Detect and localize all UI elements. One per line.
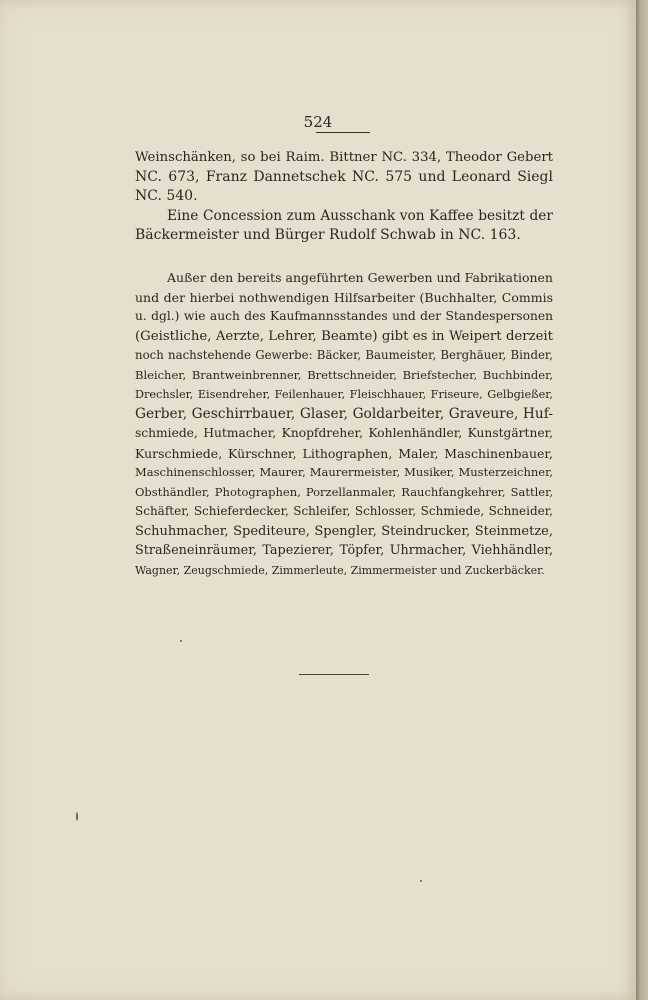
paragraph-kaffee-concession [135, 207, 553, 246]
text-line: Schäfter, Schieferdecker, Schleifer, Schlosser, Schmiede, Schneider, [135, 504, 553, 518]
text-line: Kurschmiede, Kürschner, Lithographen, Maler, Maschinenbauer, [135, 445, 553, 461]
paragraph-weinschaenken [135, 148, 553, 207]
text-line: Schuhmacher, Spediteure, Spengler, Steindrucker, Steinmetze, [135, 523, 553, 539]
text-line: Weinschänken, so bei Raim. Bittner NC. 334, Theodor Gebert [135, 150, 553, 165]
text-line: NC. 540. [135, 188, 198, 204]
section-divider [299, 674, 369, 675]
text-line: u. dgl.) wie auch des Kaufmannsstandes und der Standespersonen [135, 309, 553, 323]
text-line: (Geistliche, Aerzte, Lehrer, Beamte) gibt es in Weipert derzeit [135, 328, 553, 344]
paper-speck [180, 640, 182, 642]
text-line: schmiede, Hutmacher, Knopfdreher, Kohlenhändler, Kunstgärtner, [135, 426, 553, 440]
text-line: noch nachstehende Gewerbe: Bäcker, Baumeister, Berghäuer, Binder, [135, 348, 553, 362]
text-line: Eine Concession zum Ausschank von Kaffee besitzt der [167, 207, 553, 224]
page-number: 524 [303, 113, 333, 131]
text-block-gewerbe [135, 268, 553, 580]
text-line: Außer den bereits angeführten Gewerben und Fabrikationen [167, 270, 553, 285]
text-line: und der hierbei nothwendigen Hilfsarbeiter (Buchhalter, Commis [135, 289, 553, 305]
text-line: Obsthändler, Photographen, Porzellanmaler, Rauchfangkehrer, Sattler, [135, 484, 553, 499]
text-line: Bäckermeister und Bürger Rudolf Schwab in NC. 163. [135, 227, 521, 243]
text-line: Drechsler, Eisendreher, Feilenhauer, Fleischhauer, Friseure, Gelbgießer, [135, 388, 553, 401]
paper-speck [420, 880, 422, 882]
page-number-rule [316, 132, 370, 133]
paragraph-gewerbe-list [135, 268, 553, 580]
paper-speck [76, 812, 78, 821]
text-line: Bleicher, Brantweinbrenner, Brettschneider, Briefstecher, Buchbinder, [135, 367, 553, 382]
text-line: Gerber, Geschirrbauer, Glaser, Goldarbeiter, Graveure, Huf- [135, 405, 553, 422]
text-line: NC. 673, Franz Dannetschek NC. 575 und Leonard Siegl [135, 168, 553, 185]
text-line: Maschinenschlosser, Maurer, Maurermeister, Musiker, Musterzeichner, [135, 465, 553, 479]
text-line: Straßeneinräumer, Tapezierer, Töpfer, Uhrmacher, Viehhändler, [135, 543, 553, 558]
text-block-upper [135, 148, 553, 246]
book-spine [636, 0, 648, 1000]
text-line: Wagner, Zeugschmiede, Zimmerleute, Zimmermeister und Zuckerbäcker. [135, 563, 545, 577]
